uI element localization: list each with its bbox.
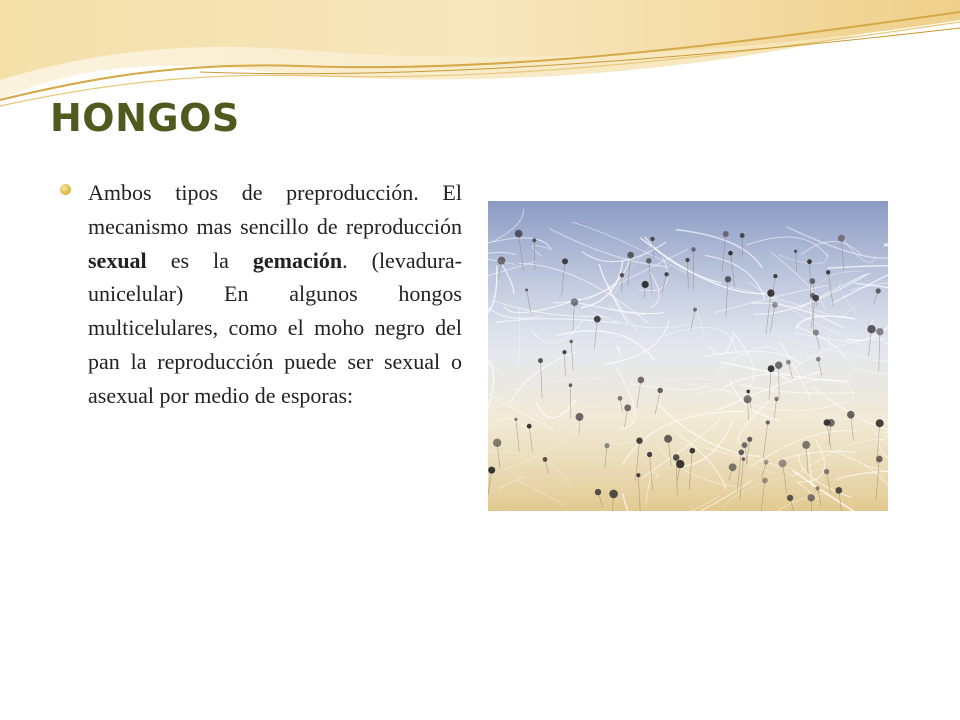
term-sexual: sexual xyxy=(88,247,147,273)
text-segment: Ambos tipos de preproducción. El mecanismo mas sencillo de reproducción xyxy=(88,180,462,239)
text-segment: . (levadura-unicelular) En algunos hongos multicelulares, como el moho negro del pan la reproducción puede ser sexual o asexual por medio de esporas: xyxy=(88,247,462,408)
text-segment: es la xyxy=(146,247,253,273)
bullet-item xyxy=(60,176,462,413)
bread-mold-photo xyxy=(488,201,888,511)
slide-title: HONGOS xyxy=(50,96,240,140)
bullet-text xyxy=(88,176,462,413)
term-gemacion: gemación xyxy=(252,247,343,273)
bullet-icon xyxy=(60,184,71,195)
